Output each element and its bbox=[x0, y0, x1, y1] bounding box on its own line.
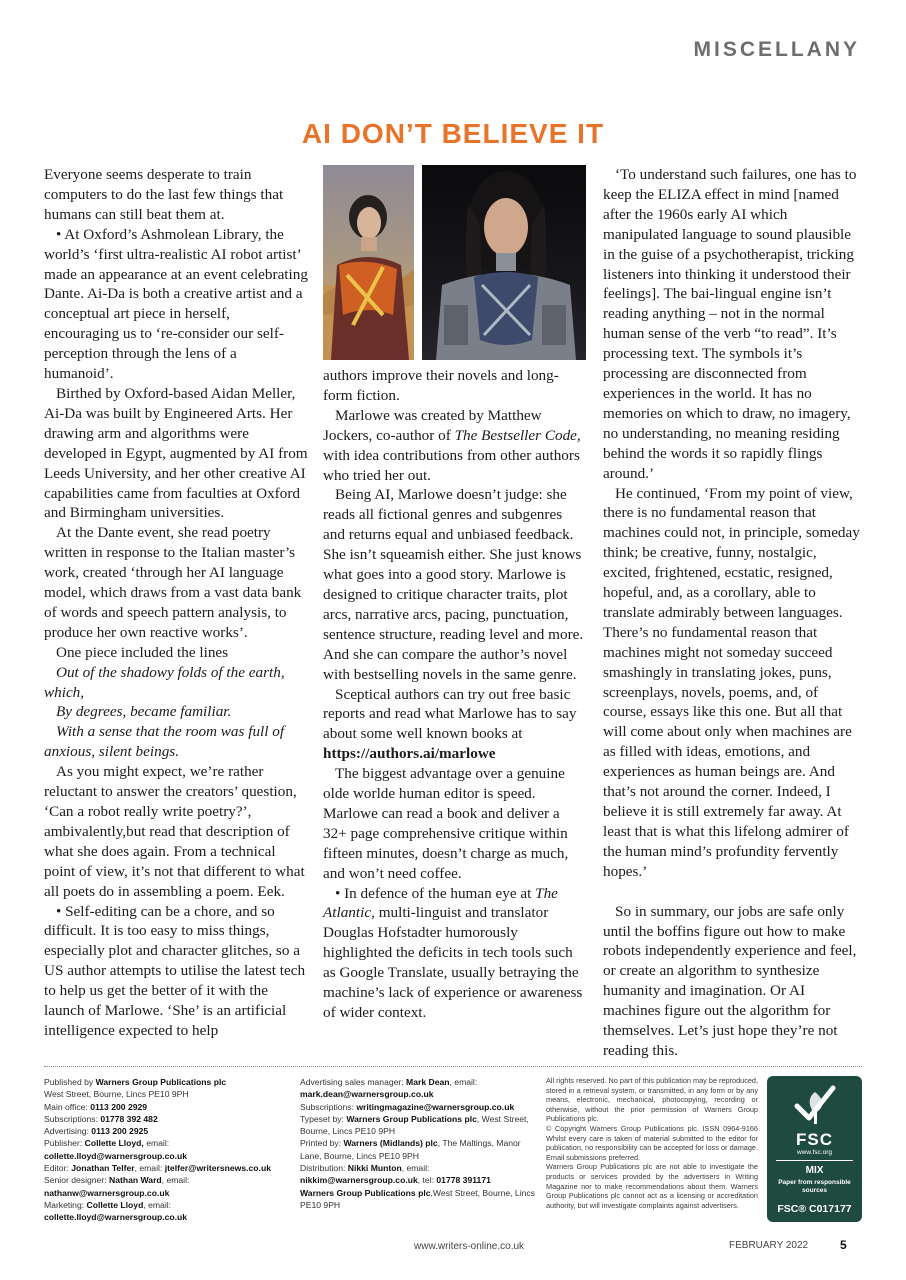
value: Jonathan Telfer bbox=[71, 1163, 135, 1174]
paragraph bbox=[323, 884, 586, 1023]
label: Marketing: bbox=[44, 1199, 87, 1210]
label: Advertising sales manager: bbox=[300, 1077, 407, 1087]
fsc-name: FSC bbox=[796, 1130, 833, 1149]
footer-line bbox=[300, 1137, 540, 1162]
value: , The Maltings, Manor Lane, Bourne, Lincs PE10 9PH bbox=[300, 1138, 521, 1161]
text-span: , multi-linguist and translator Douglas Hofstadter humorously highlighted the deficits in tech tools such as Google Translate, usually betraying the machine’s lack of experience or awareness of wider context. bbox=[323, 904, 583, 1021]
label: Advertising: bbox=[44, 1126, 92, 1137]
footer-line bbox=[300, 1174, 540, 1186]
value: 01778 391171 bbox=[436, 1175, 491, 1186]
email-link[interactable]: collette.lloyd@warnersgroup.co.uk bbox=[44, 1212, 188, 1223]
masthead-contacts bbox=[44, 1076, 289, 1224]
paragraph: authors improve their novels and long-form fiction. bbox=[323, 367, 559, 404]
email-link[interactable]: mark.dean@warnersgroup.co.uk bbox=[300, 1089, 434, 1100]
paragraph: He continued, ‘From my point of view, there is no fundamental reason that machines could not, in principle, someday think; be creative, funny, nostalgic, excited, frightened, ecstatic, resigned, hopeful, and, as a corollary, able to translate admirably between languages. There’s no fundamental reason that machines might not someday succeed smashingly in translating jokes, puns, screenplays, novels, poems, and, of course, essays like this one. But all that will come about only when machines are as filled with ideas, emotions, and experiences as human beings are. And that’s not around the corner. Indeed, I believe it is still extremely far away. At least that is what this lifelong admirer of the human mind’s profundity fervently hopes.’ bbox=[603, 484, 860, 880]
value: 0113 200 2929 bbox=[90, 1101, 148, 1112]
label: , email: bbox=[401, 1163, 430, 1174]
paragraph: • Self-editing can be a chore, and so difficult. It is too easy to miss things, especially plot and character glitches, so a US author attempts to utilise the latest tech to help us get the better of it with the launch of Marlowe. ‘She’ is an artificial intelligence expected to help bbox=[44, 902, 306, 1039]
copyright-text: © Copyright Warners Group Publications plc. ISSN 0964-9166 Whilst every care is taken of material submitted to the editor for publication, no responsibility can be accepted for loss or damage. Email submissions preferred. bbox=[546, 1123, 758, 1162]
text-span: • In defence of the human eye at bbox=[335, 884, 536, 902]
label: Senior designer: bbox=[44, 1175, 109, 1186]
poem-line: Out of the shadowy folds of the earth, which, bbox=[44, 663, 285, 701]
footer-line bbox=[44, 1162, 289, 1174]
footer-line: West Street, Bourne, Lincs PE10 9PH bbox=[44, 1089, 189, 1100]
poem-line: By degrees, became familiar. bbox=[56, 703, 232, 721]
footer-line bbox=[300, 1101, 540, 1113]
label: Subscriptions: bbox=[300, 1101, 357, 1112]
label: Subscriptions: bbox=[44, 1113, 101, 1124]
section-label: MISCELLANY bbox=[693, 38, 860, 61]
value: Collette Lloyd bbox=[86, 1199, 144, 1210]
poem-line: With a sense that the room was full of anxious, silent beings. bbox=[44, 723, 285, 761]
value: Nikki Munton bbox=[347, 1163, 402, 1174]
paragraph: • At Oxford’s Ashmolean Library, the world’s ‘first ultra-realistic AI robot artist’ made an appearance at an event celebrating Dante. Ai-Da is both a creative artist and a conceptual art piece in herself, encouraging us to ‘re-consider our self-perception through the lens of a humanoid’. bbox=[44, 225, 308, 383]
footer-line bbox=[44, 1113, 289, 1125]
disclaimer-text: Warners Group Publications plc are not able to investigate the products or services provided by the advertisers in Writing Magazine nor to make recommendations about them. Warners Group Publications plc cannot act as a licensing or accreditation authority, but will investigate complaints against advertisers. bbox=[546, 1162, 758, 1210]
label: email: bbox=[143, 1138, 170, 1149]
article-headline: AI DON’T BELIEVE IT bbox=[301, 118, 605, 149]
email-link[interactable]: collette.lloyd@warnersgroup.co.uk bbox=[44, 1150, 188, 1161]
article-column-3 bbox=[603, 165, 865, 1061]
footer-line bbox=[300, 1187, 540, 1212]
label: , email: bbox=[143, 1199, 172, 1210]
paragraph: As you might expect, we’re rather reluctant to answer the creators’ question, ‘Can a robot really write poetry?’, ambivalently,but read that description of what she does again. From a technical point of view, it’s not that different to what all poets do in assembling a poem. Eek. bbox=[44, 763, 305, 900]
fsc-divider bbox=[776, 1160, 853, 1161]
paragraph bbox=[323, 685, 586, 765]
email-link[interactable]: nathanw@warnersgroup.co.uk bbox=[44, 1187, 170, 1198]
footer-line bbox=[44, 1101, 289, 1113]
label: , email: bbox=[134, 1163, 165, 1174]
value: , West Street, Bourne, Lincs PE10 9PH bbox=[300, 1113, 529, 1137]
email-link[interactable]: writingmagazine@warnersgroup.co.uk bbox=[356, 1101, 515, 1112]
label: , email: bbox=[161, 1175, 190, 1186]
email-link[interactable]: nikkim@warnersgroup.co.uk bbox=[300, 1175, 418, 1186]
footer-divider bbox=[44, 1066, 862, 1067]
paragraph: The biggest advantage over a genuine olde worlde human editor is speed. Marlowe can read a book and deliver a 32+ page comprehensive critique within fifteen minutes, doesn’t charge as much, and won’t need coffee. bbox=[323, 765, 569, 882]
value: Mark Dean bbox=[406, 1077, 450, 1087]
issue-date: FEBRUARY 2022 bbox=[729, 1240, 809, 1251]
photo-pair bbox=[323, 165, 586, 360]
value: ,West Street, Bourne, Lincs PE10 9PH bbox=[300, 1187, 535, 1210]
value: Warners Group Publications plc bbox=[300, 1187, 431, 1198]
paragraph: So in summary, our jobs are safe only until the boffins figure out how to make robots independently experience and feel, or create an algorithm to synthesize humanity and imagination. Or AI machines figure out the algorithm for themselves. Let’s just hope they’re not reading this. bbox=[603, 902, 857, 1059]
label: , tel: bbox=[417, 1175, 437, 1186]
paragraph: Everyone seems desperate to train computers to do the last few things that humans can still beat them at. bbox=[44, 166, 284, 223]
value: Nathan Ward bbox=[108, 1175, 162, 1186]
value: 01778 392 482 bbox=[100, 1113, 158, 1124]
page-number: 5 bbox=[840, 1238, 847, 1252]
footer-line bbox=[44, 1187, 289, 1199]
value: Warners Group Publications plc bbox=[346, 1113, 477, 1124]
footer-line bbox=[44, 1137, 289, 1149]
value: Warners (Midlands) plc bbox=[343, 1138, 438, 1149]
footer-line bbox=[44, 1211, 289, 1223]
footer-line bbox=[44, 1174, 289, 1186]
footer-line bbox=[44, 1150, 289, 1162]
robot-photo-right bbox=[422, 165, 586, 360]
paragraph: At the Dante event, she read poetry written in response to the Italian master’s work, created ‘through her AI language model, which draws from a vast data bank of words and speech pattern analysis, to produce her own reactive works’. bbox=[44, 524, 302, 641]
paragraph: Birthed by Oxford-based Aidan Meller, Ai-Da was built by Engineered Arts. Her drawing arm and algorithms were developed in Egypt, augmented by AI from Leeds University, and her other creative AI capabilities came from faculties at Oxford and Birmingham universities. bbox=[44, 384, 308, 522]
fsc-url: www.fsc.org bbox=[796, 1149, 833, 1156]
publication-title: The Atlantic bbox=[323, 884, 558, 922]
paragraph: Being AI, Marlowe doesn’t judge: she reads all fictional genres and subgenres and returns equal and unbiased feedback. She isn’t squeamish either. She just knows what goes into a good story. Marlowe is designed to critique character traits, plot arcs, narrative arcs, pacing, punctuation, sentence structure, reading level and more. And she can compare the author’s novel with bestselling novels in the same genre. bbox=[323, 486, 584, 683]
fsc-logo bbox=[767, 1076, 862, 1222]
book-title: The Bestseller Code bbox=[454, 426, 577, 444]
label: Printed by: bbox=[300, 1138, 344, 1149]
tree-check-icon bbox=[793, 1082, 837, 1128]
legal-notice bbox=[546, 1076, 758, 1210]
marlowe-link[interactable]: https://authors.ai/marlowe bbox=[323, 745, 496, 763]
label: Editor: bbox=[44, 1163, 72, 1174]
article-column-2 bbox=[323, 165, 586, 1023]
paragraph: One piece included the lines bbox=[56, 643, 229, 661]
footer-line bbox=[300, 1162, 540, 1174]
email-link[interactable]: jtelfer@writersnews.co.uk bbox=[164, 1163, 271, 1174]
paragraph-gap bbox=[603, 882, 865, 902]
fsc-code: FSC® C017177 bbox=[777, 1203, 852, 1215]
legal-text: All rights reserved. No part of this publication may be reproduced, stored in a retrieval system, or transmitted, in any form or by any means, electronic, mechanical, photocopying, recording or otherwise, without the prior permission of Warners Group Publications plc. bbox=[546, 1076, 758, 1124]
label: Distribution: bbox=[300, 1163, 348, 1174]
label: Main office: bbox=[44, 1101, 91, 1112]
footer-line bbox=[300, 1076, 540, 1088]
website-url[interactable]: www.writers-online.co.uk bbox=[414, 1241, 525, 1252]
footer-line bbox=[44, 1076, 289, 1088]
robot-photo-left bbox=[323, 165, 414, 360]
label: , email: bbox=[449, 1077, 478, 1087]
production-contacts bbox=[300, 1076, 540, 1211]
text-span: Sceptical authors can try out free basic reports and read what Marlowe has to say about some well known books at bbox=[323, 685, 577, 743]
value: 0113 200 2925 bbox=[91, 1126, 149, 1137]
label: Typeset by: bbox=[300, 1113, 347, 1124]
value: Warners Group Publications plc bbox=[95, 1077, 227, 1087]
footer-line bbox=[44, 1125, 289, 1137]
text-span: , with idea contributions from other authors who tried her out. bbox=[323, 426, 581, 484]
footer-line bbox=[44, 1199, 289, 1211]
label: Publisher: bbox=[44, 1138, 85, 1149]
text-span: Marlowe was created by Matthew Jockers, co-author of bbox=[323, 406, 542, 444]
label: Published by bbox=[44, 1077, 96, 1087]
fsc-mix: MIX bbox=[805, 1165, 824, 1176]
paragraph: ‘To understand such failures, one has to keep the ELIZA effect in mind [named after the 1960s early AI which manipulated language to sound plausible in the guise of a psychotherapist, tricking listeners into thinking it understood their feelings]. The bai-lingual engine isn’t reading anything – not in the normal human sense of the verb “to read”. It’s processing text. The symbols it’s processing are disconnected from experiences in the world. It has no memories on which to draw, no imagery, no understanding, no meaning residing behind the words it so rapidly flings around.’ bbox=[603, 166, 857, 482]
paragraph bbox=[323, 406, 586, 486]
footer-line bbox=[300, 1113, 540, 1138]
fsc-subtitle: Paper from responsible sources bbox=[778, 1179, 851, 1194]
value: Collette Lloyd, bbox=[84, 1138, 144, 1149]
footer-line bbox=[300, 1088, 540, 1100]
article-column-1 bbox=[44, 165, 308, 1041]
